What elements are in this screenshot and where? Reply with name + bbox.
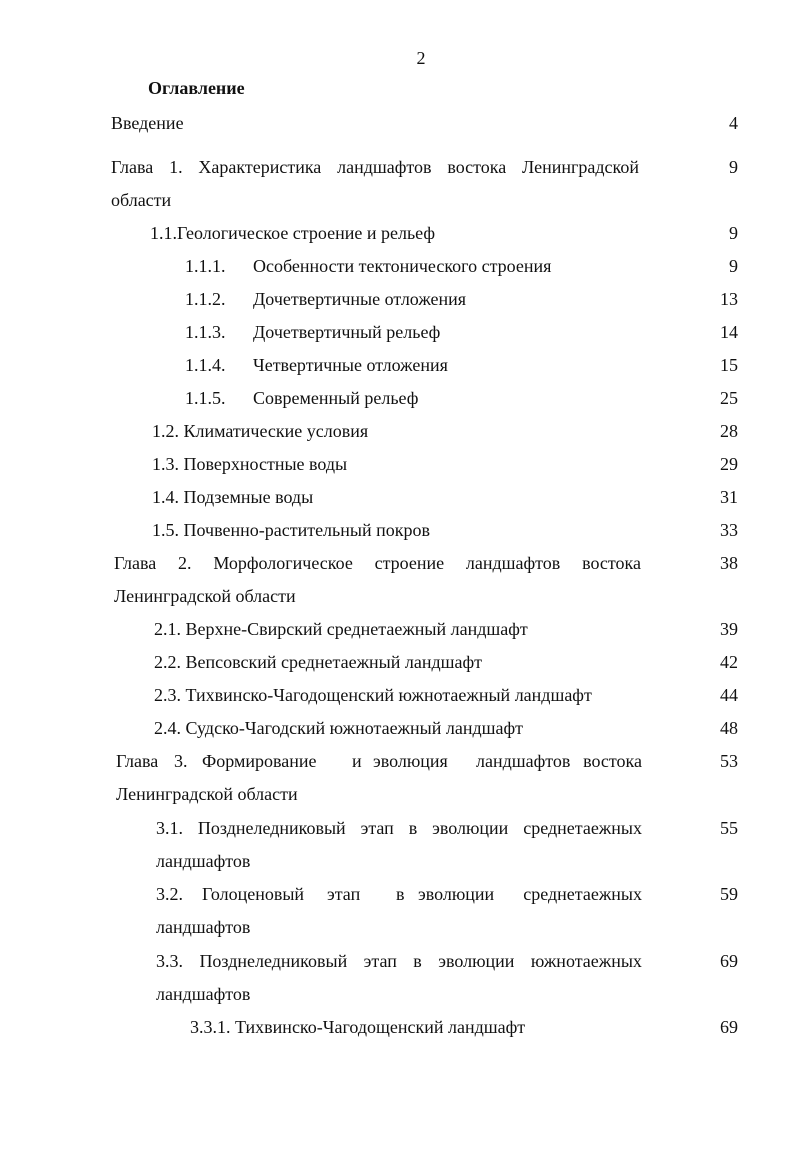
word: этап [327,884,361,904]
word: востока [447,157,507,177]
toc-entry-intro: Введение [111,113,184,133]
word: строение [374,553,445,573]
word: и [352,751,362,771]
toc-page-1-1-4: 15 [720,355,738,375]
toc-heading: Оглавление [148,78,245,98]
toc-entry-ch3-cont: Ленинградской области [116,784,298,804]
word: Позднеледниковый [197,818,346,838]
page-number: 2 [416,48,426,68]
toc-page-1-2: 28 [720,421,738,441]
word: 3. [174,751,188,771]
toc-entry-1-2: 1.2. Климатические условия [152,421,369,441]
toc-entry-1-1 [150,222,435,244]
word: ландшафтов [476,751,571,771]
section-number: 1.1. [150,223,177,243]
toc-page-2-2: 42 [720,652,738,672]
word: в [413,951,422,971]
toc-page-3-3: 69 [720,951,738,971]
word: 3.3. [156,951,183,971]
toc-entry-3-1-cont: ландшафтов [156,851,251,871]
toc-page-1-1-5: 25 [720,388,738,408]
word: эволюции [418,884,495,904]
toc-page-ch3: 53 [720,751,738,771]
toc-entry-1-1-4 [185,354,448,376]
toc-entry-ch2-cont: Ленинградской области [114,586,296,606]
toc-entry-ch2 [114,552,641,574]
word: эволюции [438,951,515,971]
toc-entry-1-1-5 [185,387,418,409]
word: Глава [111,157,154,177]
word: в [396,884,405,904]
toc-entry-1-1-3 [185,321,440,343]
word: Голоценовый [202,884,305,904]
toc-entry-1-5: 1.5. Почвенно-растительный покров [152,520,430,540]
toc-page-1-1: 9 [729,223,738,243]
word: Глава [116,751,159,771]
word: эволюция [373,751,448,771]
word: этап [363,951,397,971]
toc-entry-2-3: 2.3. Тихвинско-Чагодощенский южнотаежный ландшафт [154,685,592,705]
word: среднетаежных [523,884,642,904]
toc-entry-ch1 [111,156,639,178]
word: Позднеледниковый [199,951,348,971]
toc-entry-3-1 [156,817,642,839]
word: эволюции [432,818,509,838]
toc-page-2-1: 39 [720,619,738,639]
section-number: 1.1.3. [185,322,226,342]
toc-page-3-1: 55 [720,818,738,838]
word: в [408,818,418,838]
word: южнотаежных [530,951,642,971]
section-number: 1.1.5. [185,388,226,408]
section-number: 1.1.1. [185,256,226,276]
toc-entry-3-3-1: 3.3.1. Тихвинско-Чагодощенский ландшафт [190,1017,526,1037]
toc-page-ch1: 9 [729,157,738,177]
word: Морфологическое [213,553,353,573]
toc-page-1-1-2: 13 [720,289,738,309]
word: ландшафтов [465,553,561,573]
section-title: Современный рельеф [253,388,419,408]
toc-page-ch2: 38 [720,553,738,573]
word: 2. [178,553,192,573]
toc-page-1-4: 31 [720,487,738,507]
word: 1. [169,157,183,177]
toc-entry-2-1: 2.1. Верхне-Свирский среднетаежный ландшафт [154,619,528,639]
toc-page-1-1-3: 14 [720,322,738,342]
word: 3.2. [156,884,183,904]
section-title: Геологическое строение и рельеф [177,223,436,243]
toc-entry-1-3: 1.3. Поверхностные воды [152,454,348,474]
word: Ленинградской [522,157,639,177]
word: 3.1. [156,818,183,838]
toc-entry-2-4: 2.4. Судско-Чагодский южнотаежный ландшафт [154,718,523,738]
word: Формирование [202,751,317,771]
section-title: Особенности тектонического строения [253,256,552,276]
section-number: 1.1.4. [185,355,226,375]
toc-page-3-2: 59 [720,884,738,904]
toc-page-1-1-1: 9 [729,256,738,276]
toc-entry-1-4: 1.4. Подземные воды [152,487,314,507]
word: Характеристика [198,157,322,177]
section-title: Дочетвертичные отложения [253,289,467,309]
section-title: Четвертичные отложения [253,355,448,375]
word: среднетаежных [523,818,642,838]
section-title: Дочетвертичный рельеф [253,322,441,342]
toc-entry-1-1-2 [185,288,466,310]
toc-page-1-3: 29 [720,454,738,474]
toc-entry-2-2: 2.2. Вепсовский среднетаежный ландшафт [154,652,483,672]
toc-entry-3-3 [156,950,642,972]
toc-page-intro: 4 [729,113,738,133]
toc-page-3-3-1: 69 [720,1017,738,1037]
toc-entry-1-1-1 [185,255,551,277]
word: ландшафтов [337,157,432,177]
toc-page-2-3: 44 [720,685,738,705]
toc-entry-3-2-cont: ландшафтов [156,917,251,937]
word: востока [582,553,641,573]
word: востока [583,751,642,771]
section-number: 1.1.2. [185,289,226,309]
toc-entry-3-3-cont: ландшафтов [156,984,251,1004]
word: этап [360,818,394,838]
toc-entry-ch1-cont: области [111,190,172,210]
word: Глава [114,553,157,573]
toc-page-1-5: 33 [720,520,738,540]
toc-page-2-4: 48 [720,718,738,738]
